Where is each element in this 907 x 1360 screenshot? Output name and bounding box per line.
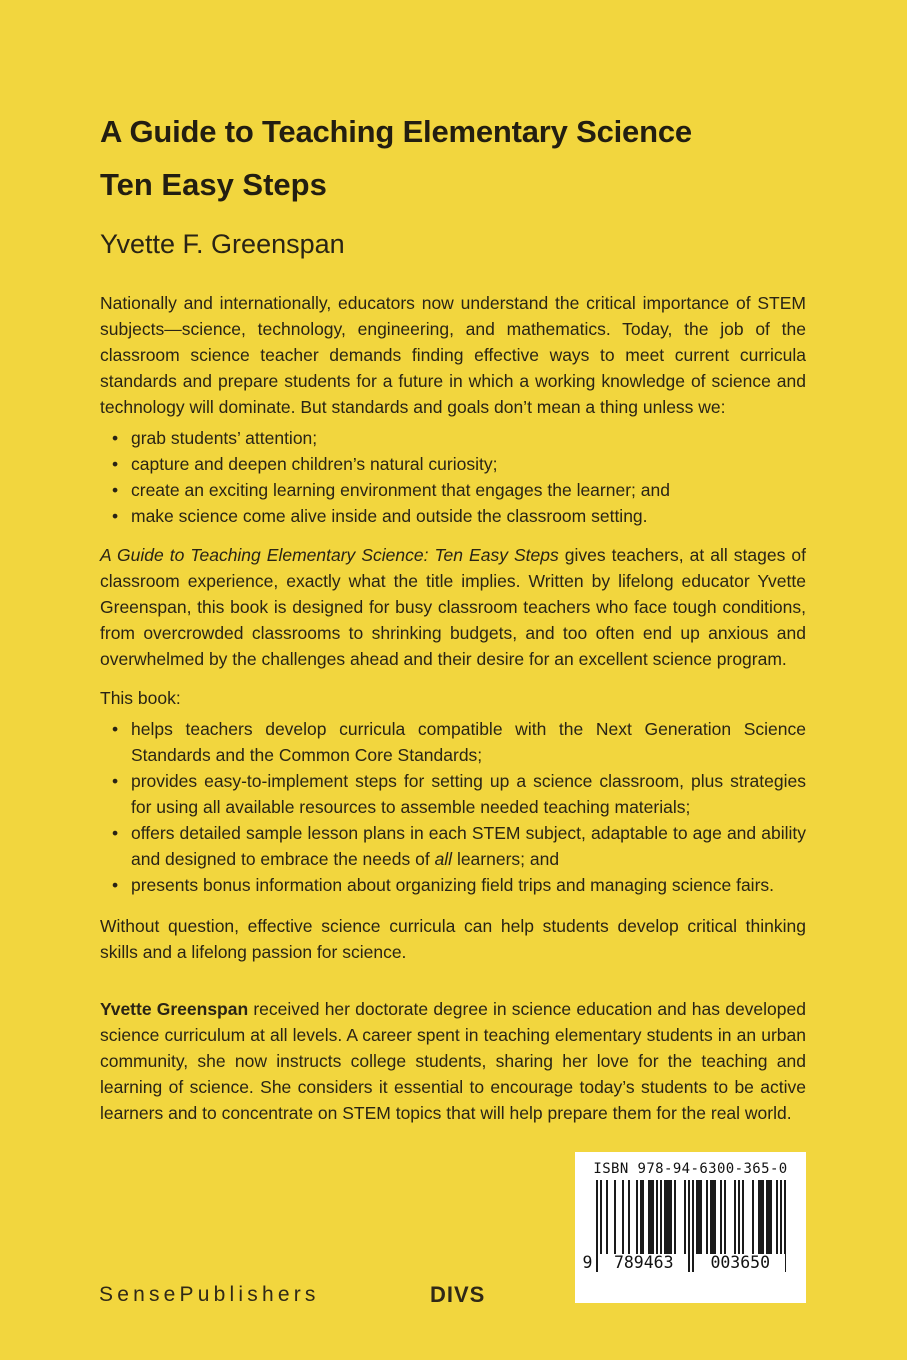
isbn-number: ISBN 978-94-6300-365-0 xyxy=(593,1161,788,1177)
isbn-barcode-box xyxy=(575,1152,806,1303)
publisher-logo-text: SensePublishers xyxy=(99,1283,320,1306)
features-bullet-list xyxy=(100,716,806,898)
list-item: • helps teachers develop curricula compatible with the Next Generation Science Standards and the Common Core Standards; xyxy=(100,716,806,768)
barcode xyxy=(582,1180,786,1272)
list-item: • capture and deepen children’s natural curiosity; xyxy=(100,451,806,477)
description-paragraph xyxy=(100,542,806,672)
author-name: Yvette F. Greenspan xyxy=(100,229,345,259)
list-item xyxy=(100,820,806,872)
list-item: • presents bonus information about organizing field trips and managing science fairs. xyxy=(100,872,806,898)
list-item: • provides easy-to-implement steps for setting up a science classroom, plus strategies for using all available resources to assemble needed teaching materials; xyxy=(100,768,806,820)
list-item: • create an exciting learning environment that engages the learner; and xyxy=(100,477,806,503)
list-item: • grab students’ attention; xyxy=(100,425,806,451)
description-text: gives teachers, at all stages of classroom experience, exactly what the title implies. Written by lifelong educator Yvette Greenspan, this book is designed for busy classroom teachers who face tough conditions, from overcrowded classrooms to shrinking budgets, and too often end up anxious and overwhelmed by the challenges ahead and their desire for an excellent science program. xyxy=(100,545,806,669)
feature-text: offers detailed sample lesson plans in each STEM subject, adaptable to age and ability and designed to embrace the needs of xyxy=(131,823,806,869)
barcode-digit-group: 003650 xyxy=(696,1254,785,1272)
imprint-label: DIVS xyxy=(430,1282,486,1307)
barcode-digits xyxy=(583,1254,789,1272)
book-title: A Guide to Teaching Elementary Science xyxy=(100,114,692,149)
book-title-inline: A Guide to Teaching Elementary Science: Ten Easy Steps xyxy=(100,545,559,565)
goals-bullet-list xyxy=(100,425,806,529)
author-name-inline: Yvette Greenspan xyxy=(100,999,249,1019)
feature-text: learners; and xyxy=(452,849,560,869)
blurb xyxy=(100,290,806,1126)
emphasis-word: all xyxy=(434,849,453,869)
this-book-label: This book: xyxy=(100,688,181,708)
bio-text: received her doctorate degree in science education and has developed science curriculum at all levels. A career spent in teaching elementary students in an urban community, she now instructs college students, sharing her love for the teaching and learning of science. She considers it essential to encourage today’s students to be active learners and to concentrate on STEM topics that will help prepare them for the real world. xyxy=(100,999,806,1123)
barcode-digit-lead: 9 xyxy=(583,1254,596,1272)
list-item: • make science come alive inside and outside the classroom setting. xyxy=(100,503,806,529)
barcode-digit-group: 789463 xyxy=(600,1254,689,1272)
book-subtitle: Ten Easy Steps xyxy=(100,167,327,202)
closing-paragraph: Without question, effective science curricula can help students develop critical thinking skills and a lifelong passion for science. xyxy=(100,916,806,962)
author-bio xyxy=(100,996,806,1126)
intro-paragraph: Nationally and internationally, educators now understand the critical importance of STEM subjects—science, technology, engineering, and mathematics. Today, the job of the classroom science teacher demands finding effective ways to meet current curricula standards and prepare students for a future in which a working knowledge of science and technology will dominate. But standards and goals don’t mean a thing unless we: xyxy=(100,293,806,417)
cover-text-block xyxy=(100,0,806,1126)
